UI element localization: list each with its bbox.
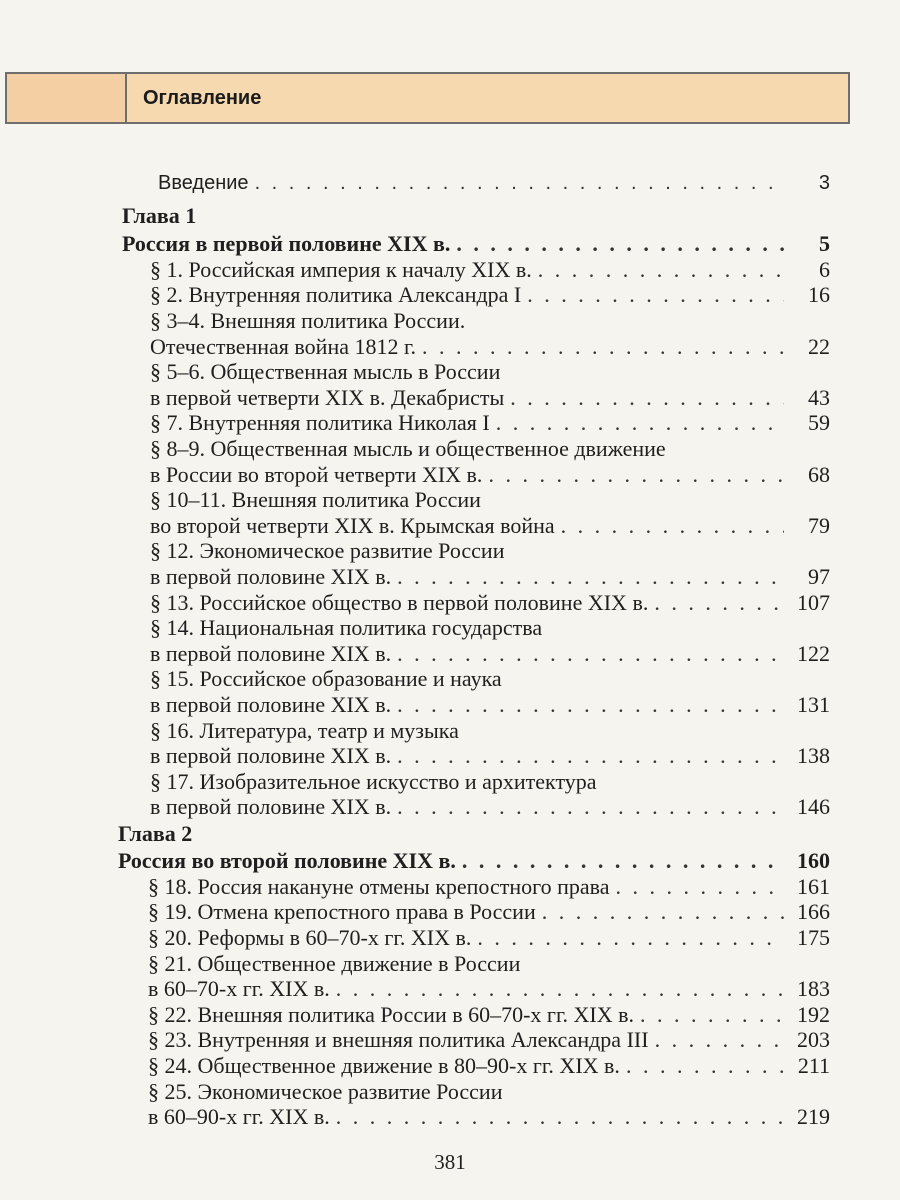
toc-entry-title: § 12. Экономическое развитие России	[150, 538, 505, 564]
toc-entry-page: 122	[797, 640, 830, 666]
dot-leader	[422, 334, 784, 360]
toc-entry	[150, 718, 459, 744]
dot-leader	[640, 1002, 784, 1028]
dot-leader	[488, 462, 784, 488]
toc-entry-title: § 10–11. Внешняя политика России	[150, 487, 481, 513]
toc-entry	[150, 436, 666, 462]
toc-entry-page: 6	[819, 256, 830, 282]
toc-entry	[150, 282, 830, 308]
toc-entry	[150, 410, 830, 436]
toc-entry	[148, 874, 830, 900]
dot-leader	[626, 1053, 784, 1079]
toc-entry	[148, 1104, 830, 1130]
toc-entry	[150, 334, 830, 360]
toc-entry-page: 183	[797, 976, 830, 1002]
dot-leader	[655, 1027, 784, 1053]
chapter-label: Глава 1	[122, 203, 197, 228]
toc-entry-title: Россия во второй половине XIX в.	[118, 848, 456, 874]
toc-entry-intro	[158, 170, 830, 196]
toc-entry	[148, 1002, 830, 1028]
toc-entry	[150, 641, 830, 667]
dot-leader	[336, 1104, 784, 1130]
toc-entry-page: 22	[808, 333, 830, 359]
chapter-title	[122, 231, 830, 257]
chapter-label: Глава 2	[118, 821, 193, 847]
toc-entry-page: 79	[808, 512, 830, 538]
dot-leader	[397, 794, 784, 820]
toc-entry	[150, 308, 465, 334]
dot-leader	[397, 743, 784, 769]
dot-leader	[496, 410, 784, 436]
toc-entry	[150, 257, 830, 283]
toc-entry	[150, 513, 830, 539]
page-number: 381	[434, 1150, 466, 1174]
toc-entry	[150, 615, 542, 641]
toc-entry	[150, 692, 830, 718]
toc-entry-page: 16	[808, 282, 830, 308]
toc-entry-title: § 17. Изобразительное искусство и архитектура	[150, 768, 597, 794]
toc-entry	[150, 769, 597, 795]
toc-entry-page: 59	[808, 410, 830, 436]
toc-entry-page: 43	[808, 384, 830, 410]
dot-leader	[336, 976, 784, 1002]
toc-entry-title: в 60–90-х гг. XIX в.	[148, 1104, 330, 1130]
toc-entry	[148, 1079, 502, 1105]
toc-entry-title: § 25. Экономическое развитие России	[148, 1078, 503, 1104]
toc-entry-page: 175	[797, 924, 830, 950]
dot-leader	[616, 874, 785, 900]
dot-leader	[397, 692, 784, 718]
toc-entry-title: § 7. Внутренняя политика Николая I	[150, 410, 490, 436]
toc-entry-title: в первой половине XIX в.	[150, 563, 392, 589]
toc-entry-title: § 21. Общественное движение в России	[148, 950, 521, 976]
toc-entry	[150, 359, 500, 385]
toc-entry	[150, 743, 830, 769]
chapter-title	[118, 848, 830, 874]
dot-leader	[255, 170, 784, 196]
toc-entry-title: в первой половине XIX в.	[150, 743, 392, 769]
toc-entry-page: 97	[808, 563, 830, 589]
toc-entry-page: 5	[819, 231, 830, 257]
toc-entry-title: § 20. Реформы в 60–70-х гг. XIX в.	[148, 924, 472, 950]
toc-entry	[148, 925, 830, 951]
toc-entry-page: 166	[797, 899, 830, 925]
toc-entry-page: 68	[808, 461, 830, 487]
dot-leader	[527, 282, 784, 308]
toc-entry-title: в первой половине XIX в.	[150, 794, 392, 820]
toc-entry-title: во второй четверти XIX в. Крымская война	[150, 512, 555, 538]
toc-entry	[150, 794, 830, 820]
dot-leader	[510, 385, 784, 411]
toc-entry-title: § 13. Российское общество в первой половине XIX в.	[150, 589, 649, 615]
toc-entry-title: в 60–70-х гг. XIX в.	[148, 976, 330, 1002]
toc-entry-page: 107	[797, 589, 830, 615]
toc-entry-title: Отечественная война 1812 г.	[150, 333, 417, 359]
dot-leader	[542, 899, 784, 925]
toc-entry-page: 3	[818, 172, 830, 194]
toc-entry-title: § 5–6. Общественная мысль в России	[150, 359, 501, 385]
toc-heading: Оглавление	[127, 74, 848, 122]
toc-entry-title: § 8–9. Общественная мысль и общественное движение	[150, 435, 666, 461]
toc-entry-title: § 3–4. Внешняя политика России.	[150, 307, 466, 333]
toc-entry-title: § 18. Россия накануне отмены крепостного права	[148, 873, 610, 899]
toc-entry-title: § 1. Российская империя к началу XIX в.	[150, 256, 532, 282]
toc-entry	[150, 590, 830, 616]
toc-entry	[148, 1027, 830, 1053]
toc-entry-page: 203	[797, 1027, 830, 1053]
dot-leader	[456, 231, 784, 257]
toc-entry-title: § 14. Национальная политика государства	[150, 615, 543, 641]
toc-entry-page: 192	[797, 1001, 830, 1027]
toc-entry	[148, 899, 830, 925]
toc-entry	[148, 976, 830, 1002]
dot-leader	[654, 590, 784, 616]
toc-entry-title: § 15. Российское образование и наука	[150, 666, 502, 692]
dot-leader	[561, 513, 784, 539]
dot-leader	[477, 925, 784, 951]
toc-entry-page: 160	[797, 848, 830, 874]
toc-entry-page: 161	[797, 873, 830, 899]
dot-leader	[397, 641, 784, 667]
toc-entry-title: в первой половине XIX в.	[150, 691, 392, 717]
toc-entry-title: § 2. Внутренняя политика Александра I	[150, 282, 522, 308]
dot-leader	[397, 564, 784, 590]
toc-entry-page: 146	[797, 794, 830, 820]
toc-entry-title: в первой четверти XIX в. Декабристы	[150, 384, 505, 410]
toc-entry-page: 138	[797, 743, 830, 769]
toc-entry	[150, 666, 502, 692]
toc-entry-title: § 19. Отмена крепостного права в России	[148, 899, 536, 925]
toc-entry	[150, 385, 830, 411]
toc-entry	[148, 951, 520, 977]
toc-entry-title: Россия в первой половине XIX в.	[122, 231, 451, 257]
toc-entry-title: в России во второй четверти XIX в.	[150, 461, 483, 487]
toc-entry	[150, 462, 830, 488]
toc-entry-title: § 16. Литература, театр и музыка	[150, 717, 459, 743]
dot-leader	[462, 848, 784, 874]
toc-entry-page: 131	[797, 691, 830, 717]
toc-entry-title: Введение	[158, 172, 249, 194]
toc-entry-title: § 22. Внешняя политика России в 60–70-х гг. XIX в.	[148, 1001, 634, 1027]
toc-entry	[150, 564, 830, 590]
toc-entry-page: 211	[797, 1052, 830, 1078]
toc-entry	[148, 1053, 830, 1079]
toc-entry-title: в первой половине XIX в.	[150, 640, 392, 666]
dot-leader	[538, 257, 784, 283]
toc-entry-title: § 24. Общественное движение в 80–90-х гг. XIX в.	[148, 1052, 620, 1078]
toc-entry-title: § 23. Внутренняя и внешняя политика Александра III	[148, 1027, 649, 1053]
toc-entry	[150, 487, 481, 513]
toc-entry	[150, 538, 504, 564]
toc-entry-page: 219	[797, 1104, 830, 1130]
